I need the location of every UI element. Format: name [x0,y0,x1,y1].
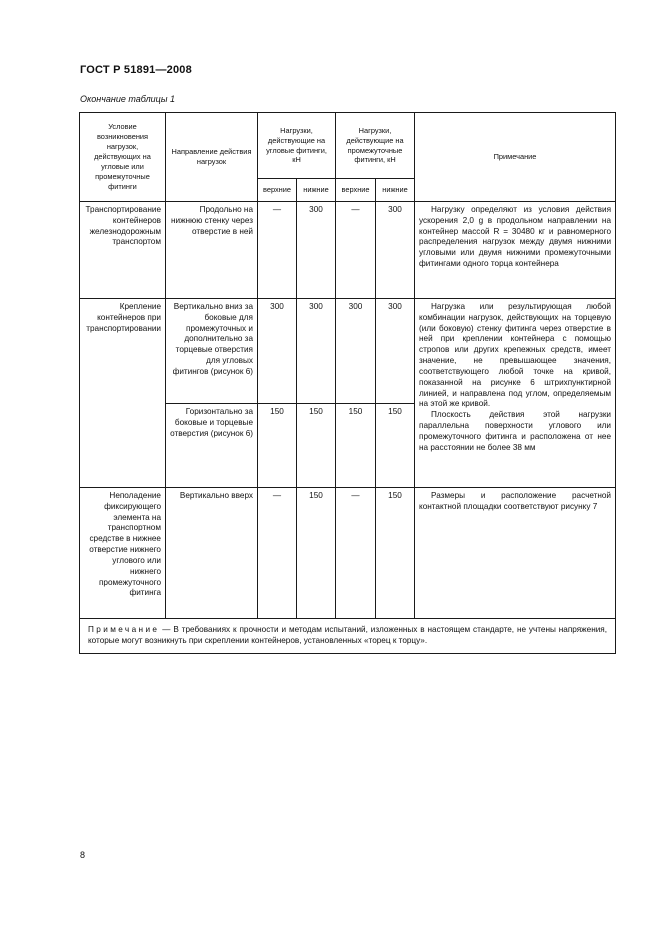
inter-lower-value: 150 [376,488,415,619]
inter-lower-value: 300 [376,202,415,299]
direction-cell: Вертикально вверх [166,488,258,619]
table-row [80,299,616,404]
corner-lower-value: 150 [297,488,336,619]
corner-upper-value: — [258,488,297,619]
note-text: Нагрузка или результирующая любой комбинации нагрузок, действующих на торцевую (или боковую) стенку фитинга через отверстие в ней при креплении контейнера с помощью стропов или других крепежных средств, имеет значение, не превышающее значения, соответствующего любой точке на кривой, показанной на рисунке 6 штрихпунктирной линией, и направлена под углом, определяемым на этой же кривой. [419,302,612,409]
inter-lower-value: 300 [376,299,415,404]
load-table [79,112,616,654]
table-row [80,488,616,619]
document-code: ГОСТ Р 51891—2008 [80,64,192,76]
header-corner-loads: Нагрузки, действующие на угловые фитинги, кН [258,113,336,179]
note-cell [415,202,616,299]
table-footnote-row [80,619,616,654]
inter-upper-value: — [336,202,376,299]
note-text: Размеры и расположение расчетной контактной площадки соответствуют рисунку 7 [419,491,612,511]
footnote-label: Примечание [88,625,160,634]
inter-upper-value: — [336,488,376,619]
note-text: Нагрузку определяют из условия действия ускорения 2,0 g в продольном направлении на контейнер массой R = 30480 кг и равномерного распределения нагрузок между двумя нижними угловыми или двумя нижними промежуточными фитингами одного торца контейнера [419,205,612,269]
header-corner-upper: верхние [258,179,297,202]
condition-cell: Неполадение фиксирующего элемента на транспортном средстве в нижнее отверстие нижнего углового или нижнего промежуточного фитинга [80,488,166,619]
header-inter-upper: верхние [336,179,376,202]
corner-upper-value: 150 [258,404,297,488]
corner-lower-value: 300 [297,202,336,299]
page-number: 8 [80,850,86,860]
note-text: Плоскость действия этой нагрузки параллельна поверхности углового или промежуточного фитинга и расположена от нее на расстоянии не более 38 мм [419,410,612,452]
header-intermediate-loads: Нагрузки, действующие на промежуточные фитинги, кН [336,113,415,179]
direction-cell: Горизонтально за боковые и торцевые отверстия (рисунок 6) [166,404,258,488]
inter-upper-value: 150 [336,404,376,488]
header-corner-lower: нижние [297,179,336,202]
header-inter-lower: нижние [376,179,415,202]
inter-lower-value: 150 [376,404,415,488]
corner-lower-value: 150 [297,404,336,488]
table-footnote [80,619,616,654]
header-note: Примечание [415,113,616,202]
direction-cell: Продольно на нижнюю стенку через отверстие в ней [166,202,258,299]
corner-lower-value: 300 [297,299,336,404]
condition-cell: Транспортирование контейнеров железнодорожным транспортом [80,202,166,299]
header-direction: Направление действия нагрузок [166,113,258,202]
table-caption: Окончание таблицы 1 [80,94,175,104]
corner-upper-value: 300 [258,299,297,404]
inter-upper-value: 300 [336,299,376,404]
footnote-text: — В требованиях к прочности и методам испытаний, изложенных в настоящем стандарте, не учтены напряжения, которые могут возникнуть при скреплении контейнеров, установленных «торец к торцу». [88,625,608,645]
condition-cell: Крепление контейнеров при транспортировании [80,299,166,488]
note-cell [415,299,616,488]
note-cell [415,488,616,619]
header-condition: Условие возникновения нагрузок, действующих на угловые или промежуточные фитинги [80,113,166,202]
corner-upper-value: — [258,202,297,299]
direction-cell: Вертикально вниз за боковые для промежуточных и дополнительно за торцевые отверстия для угловых фитингов (рисунок 6) [166,299,258,404]
table-row [80,202,616,299]
